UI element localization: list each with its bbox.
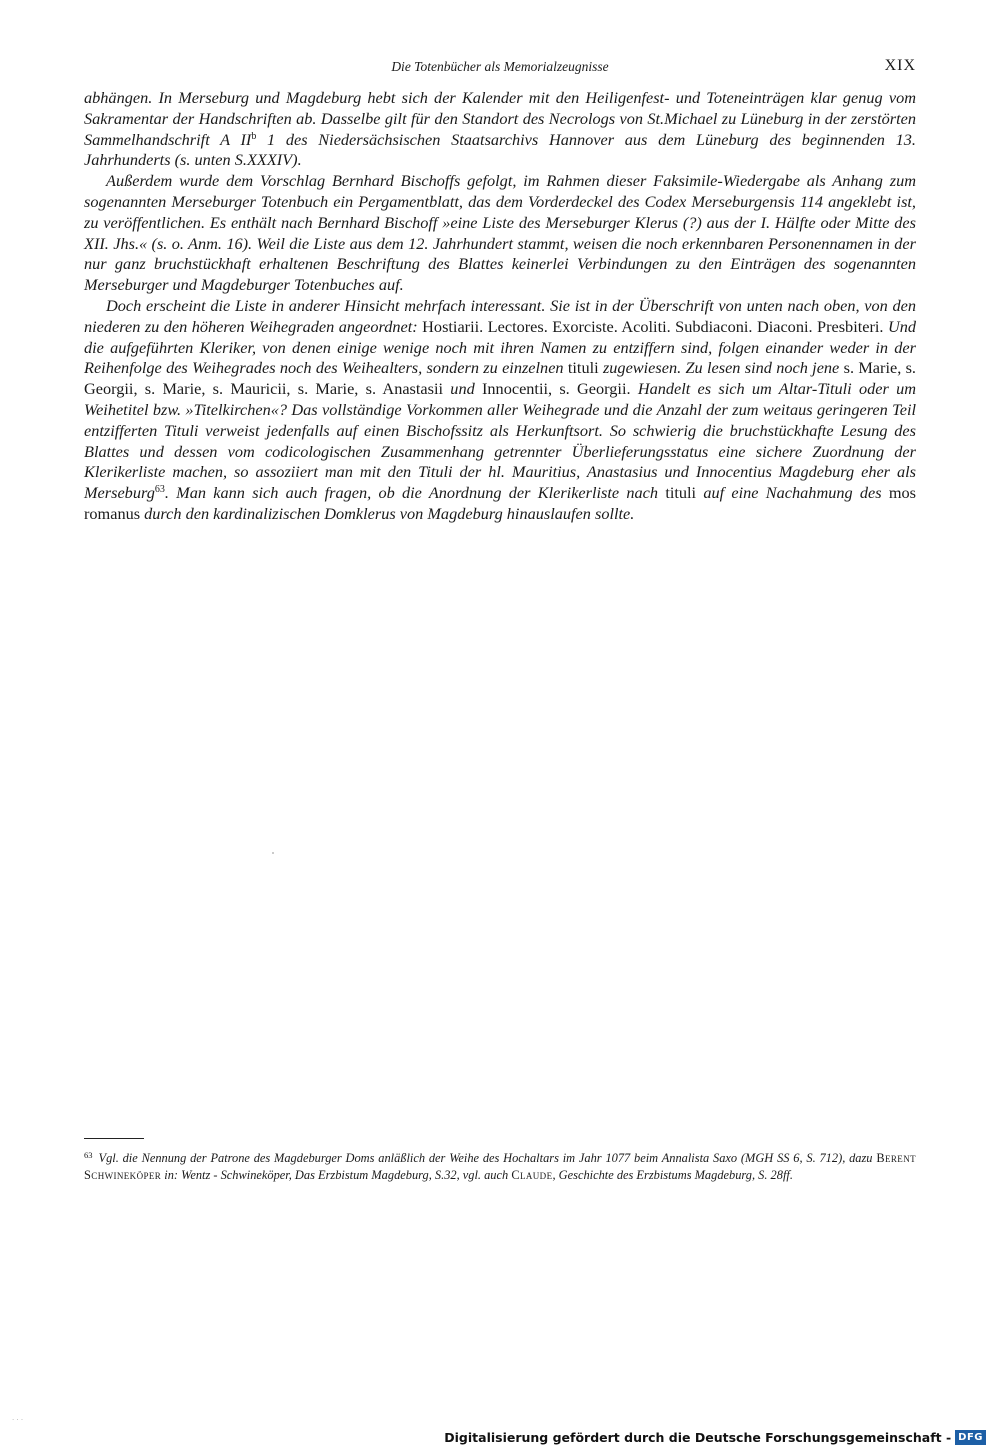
footnote-number: 63 bbox=[84, 1150, 93, 1160]
footnote-run: Berent Schwineköper bbox=[84, 1151, 916, 1182]
text-run: und bbox=[443, 379, 482, 399]
text-run: mos romanus bbox=[84, 483, 917, 523]
text-run: tituli bbox=[567, 358, 599, 378]
scan-speck bbox=[272, 852, 274, 854]
text-run: s. Marie, s. Georgii, s. Marie, s. Mauricii, s. Marie, s. Anastasii bbox=[84, 358, 916, 399]
paragraph bbox=[84, 171, 916, 296]
footnote-text bbox=[84, 1151, 916, 1182]
text-run: tituli bbox=[665, 483, 697, 503]
running-head bbox=[84, 57, 916, 79]
footnote-run: in: Wentz - Schwineköper, Das Erzbistum Magdeburg, S.32, vgl. auch bbox=[161, 1167, 512, 1182]
credit-text: Digitalisierung gefördert durch die Deutsche Forschungsgemeinschaft - bbox=[444, 1429, 952, 1445]
scan-corner-mark: · · · bbox=[12, 1416, 24, 1424]
text-run: 1 des Niedersächsischen Staatsarchivs Hannover aus dem Lüneburg des beginnenden 13. Jahrhunderts (s. unten S.XXXIV). bbox=[84, 129, 916, 170]
dfg-logo-icon: DFG bbox=[955, 1430, 986, 1445]
body-text bbox=[84, 88, 916, 525]
running-title: Die Totenbücher als Memorialzeugnisse bbox=[391, 59, 609, 74]
text-run: . Man kann sich auch fragen, ob die Anordnung der Klerikerliste nach bbox=[164, 483, 666, 503]
text-run: auf eine Nachahmung des bbox=[696, 483, 889, 503]
digitization-credit bbox=[444, 1428, 986, 1446]
text-run: abhängen. In Merseburg und Magdeburg hebt sich der Kalender mit den Heiligenfest- und Toteneinträgen klar genug vom Sakramentar der Handschriften ab. Dasselbe gilt für den Standort des Necrologs von St.Michael zu Lüneburg in der zerstörten Sammelhandschrift A II bbox=[84, 88, 916, 149]
text-run: zugewiesen. Zu lesen sind noch jene bbox=[598, 358, 844, 378]
paragraph bbox=[84, 88, 916, 171]
text-run: Handelt es sich um Altar-Tituli oder um Weihetitel bzw. »Titelkirchen«? Das vollständige Vorkommen aller Weihegrade und die Anzahl der zum weitaus geringeren Teil entzifferten Tituli verweist jedenfalls auf einen Bischofssitz als Herkunftsort. So schwierig die bruchstückhafte Lesung des Blattes und dessen vom codicologischen Zusammenhang getrennter Überlieferungsstatus eine sichere Zuordnung der Klerikerliste machen, so assoziiert man mit den Tituli der hl. Mauritius, Anastasius und Innocentius Magdeburg eher als Merseburg bbox=[84, 379, 916, 503]
page-number: XIX bbox=[884, 57, 916, 74]
text-run: 63 bbox=[154, 484, 165, 496]
paragraph bbox=[84, 296, 916, 525]
text-run: b bbox=[251, 130, 257, 142]
text-run: durch den kardinalizischen Domklerus von Magdeburg hinauslaufen sollte. bbox=[140, 503, 635, 523]
text-run: Außerdem wurde dem Vorschlag Bernhard Bischoffs gefolgt, im Rahmen dieser Faksimile-Wiedergabe als Anhang zum sogenannten Merseburger Totenbuch ein Pergamentblatt, das dem Vorderdeckel des Codex Merseburgensis 114 angeklebt ist, zu veröffentlichen. Es enthält nach Bernhard Bischoff »eine Liste des Merseburger Klerus (?) aus der I. Hälfte oder Mitte des XII. Jhs.« (s. o. Anm. 16). Weil die Liste aus dem 12. Jahrhundert stammt, weisen die noch erkennbaren Personennamen in der nur ganz bruchstückhaft erhaltenen Beschriftung des Blattes keinerlei Verbindungen zu den Einträgen des sogenannten Merseburger und Magdeburger Totenbuches auf. bbox=[84, 171, 916, 295]
footnote-run: Vgl. die Nennung der Patrone des Magdeburger Doms anläßlich der Weihe des Hochaltars im Jahr 1077 beim Annalista Saxo (MGH SS 6, S. 712), dazu bbox=[98, 1151, 877, 1165]
text-run: Hostiarii. Lectores. Exorciste. Acoliti. Subdiaconi. Diaconi. Presbiteri. bbox=[422, 316, 884, 336]
footnote-rule bbox=[84, 1138, 144, 1139]
text-run: Und die aufgeführten Kleriker, von denen einige wenige noch mit ihren Namen zu entziffern sind, folgen einander weder in der Reihenfolge des Weihegrades noch des Weihealters, sondern zu einzelnen bbox=[84, 316, 917, 378]
text-run: Doch erscheint die Liste in anderer Hinsicht mehrfach interessant. Sie ist in der Überschrift von unten nach oben, von den niederen zu den höheren Weihegraden angeordnet: bbox=[84, 295, 916, 336]
footnote-run: , Geschichte des Erzbistums Magdeburg, S. 28ff. bbox=[552, 1167, 793, 1182]
text-run: Innocentii, s. Georgii. bbox=[482, 379, 631, 399]
footnote-run: Claude bbox=[511, 1167, 553, 1182]
footnote bbox=[84, 1150, 916, 1183]
